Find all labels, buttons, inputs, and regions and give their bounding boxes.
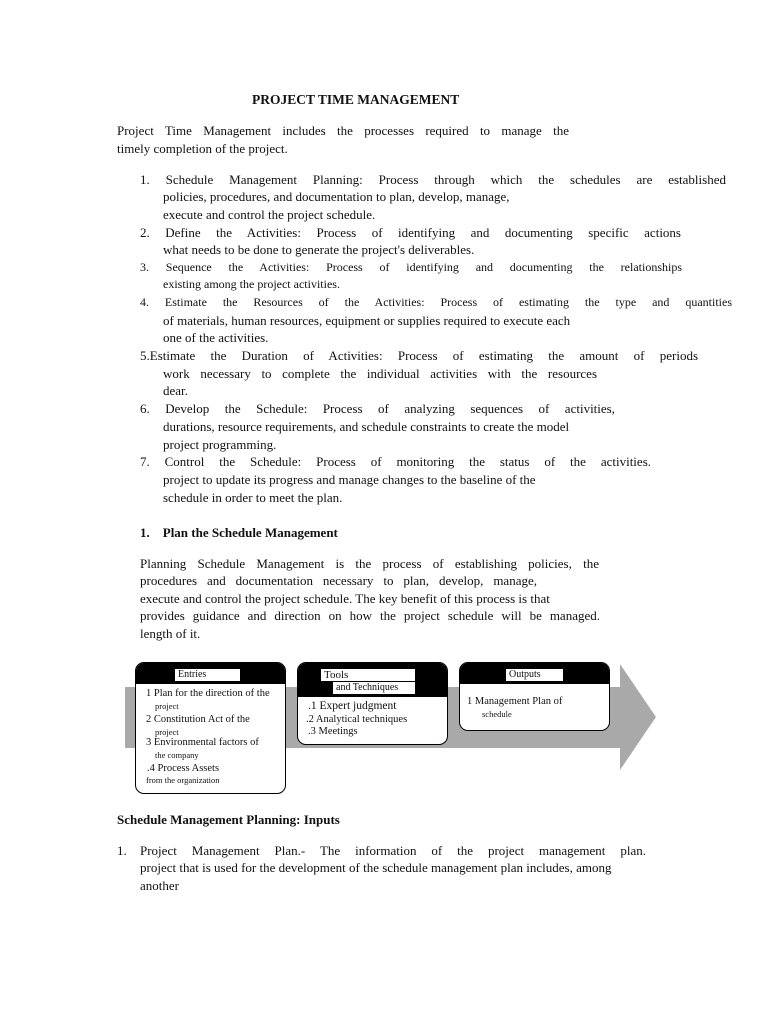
outputs-item-1: 1 Management Plan of	[467, 696, 563, 707]
entries-item-3-sub: the company	[155, 750, 199, 760]
outputs-header	[460, 663, 609, 684]
section-paragraph-line-1: Planning Schedule Management is the process of establishing policies, the	[140, 556, 599, 571]
entries-item-1: 1 Plan for the direction of the	[146, 688, 270, 699]
process-item-4-cont: one of the activities.	[163, 330, 269, 345]
inputs-heading: Schedule Management Planning: Inputs	[117, 812, 340, 827]
process-item-7: 7. Control the Schedule: Process of monitoring the status of the activities.	[140, 454, 651, 469]
process-item-5-cont: work necessary to complete the individual activities with the resources	[163, 366, 597, 381]
section-paragraph-line-5: length of it.	[140, 626, 201, 641]
entries-item-3: 3 Environmental factors of	[146, 737, 259, 748]
inputs-item-line-1: Project Management Plan.- The information of the project management plan.	[140, 843, 646, 858]
entries-item-2: 2 Constitution Act of the	[146, 714, 250, 725]
section-paragraph-line-3: execute and control the project schedule. The key benefit of this process is that	[140, 591, 550, 606]
process-item-6: 6. Develop the Schedule: Process of analyzing sequences of activities,	[140, 401, 615, 416]
tools-item-2: .2 Analytical techniques	[306, 714, 408, 725]
inputs-item-line-2: project that is used for the development of the schedule management plan includes, among	[140, 860, 612, 875]
tools-item-3: .3 Meetings	[308, 726, 358, 737]
entries-label: Entries	[174, 668, 241, 682]
process-item-3: 3. Sequence the Activities: Process of identifying and documenting the relationships	[140, 260, 682, 274]
entries-box	[135, 662, 286, 794]
process-item-4: 4. Estimate the Resources of the Activities: Process of estimating the type and quantities	[140, 295, 732, 309]
process-item-2: 2. Define the Activities: Process of identifying and documenting specific actions	[140, 225, 681, 240]
tools-header	[298, 663, 447, 697]
process-item-5-cont: dear.	[163, 383, 188, 398]
process-item-1-cont: execute and control the project schedule.	[163, 207, 376, 222]
outputs-box	[459, 662, 610, 731]
process-item-6-cont: durations, resource requirements, and schedule constraints to create the model	[163, 419, 570, 434]
tools-label-2: and Techniques	[332, 682, 416, 695]
process-item-1: 1. Schedule Management Planning: Process through which the schedules are established	[140, 172, 726, 187]
section-paragraph-line-2: procedures and documentation necessary to plan, develop, manage,	[140, 573, 537, 588]
outputs-label: Outputs	[505, 668, 564, 682]
process-item-7-cont: project to update its progress and manage changes to the baseline of the	[163, 472, 536, 487]
process-item-4-cont: of materials, human resources, equipment or supplies required to execute each	[163, 313, 571, 328]
outputs-item-1-sub: schedule	[482, 709, 512, 719]
process-item-3-cont: existing among the project activities.	[163, 277, 340, 291]
inputs-item-number: 1.	[117, 843, 127, 858]
process-item-1-cont: policies, procedures, and documentation to plan, develop, manage,	[163, 189, 510, 204]
tools-item-1: .1 Expert judgment	[308, 700, 397, 712]
intro-line-2: timely completion of the project.	[117, 141, 288, 156]
process-item-2-cont: what needs to be done to generate the project's deliverables.	[163, 242, 475, 257]
intro-line-1: Project Time Management includes the processes required to manage the	[117, 123, 569, 138]
tools-label: Tools	[320, 668, 416, 682]
entries-item-2-sub: project	[155, 727, 179, 737]
entries-item-1-sub: project	[155, 701, 179, 711]
entries-item-4: .4 Process Assets	[147, 763, 220, 774]
process-item-5: 5.Estimate the Duration of Activities: Process of estimating the amount of periods	[140, 348, 698, 363]
entries-item-4-sub: from the organization	[146, 775, 220, 785]
inputs-item-line-3: another	[140, 878, 179, 893]
process-item-6-cont: project programming.	[163, 437, 277, 452]
process-item-7-cont: schedule in order to meet the plan.	[163, 490, 343, 505]
section-heading-plan-schedule: 1. Plan the Schedule Management	[140, 525, 338, 540]
tools-box	[297, 662, 448, 745]
entries-header	[136, 663, 285, 684]
section-paragraph-line-4: provides guidance and direction on how the project schedule will be managed.	[140, 608, 600, 623]
page-title: PROJECT TIME MANAGEMENT	[252, 92, 460, 107]
